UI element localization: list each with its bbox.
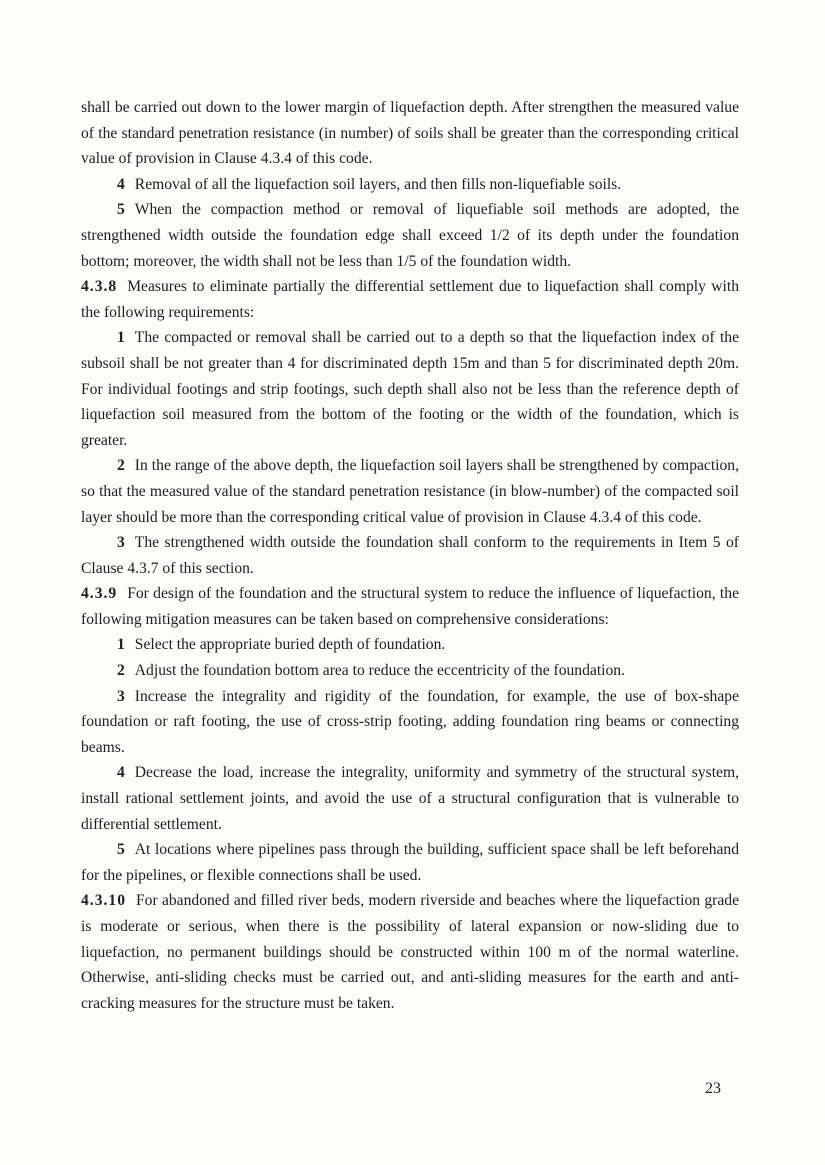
item-number: 4	[117, 764, 125, 782]
clause-paragraph	[81, 888, 739, 1016]
item-number: 1	[117, 636, 125, 654]
list-item	[81, 325, 739, 453]
list-item	[81, 837, 739, 888]
list-item	[81, 760, 739, 837]
clause-paragraph	[81, 274, 739, 325]
item-text: Adjust the foundation bottom area to reduce the eccentricity of the foundation.	[134, 662, 625, 680]
item-text: The strengthened width outside the foundation shall conform to the requirements in Item 5 of Clause 4.3.7 of this section.	[81, 534, 739, 577]
list-item	[81, 172, 739, 198]
item-number: 5	[117, 201, 125, 219]
clause-paragraph	[81, 581, 739, 632]
item-number: 1	[117, 329, 125, 347]
item-number: 3	[117, 534, 125, 552]
continuation-paragraph: shall be carried out down to the lower margin of liquefaction depth. After strengthen the measured value of the standard penetration resistance (in number) of soils shall be greater than the corresponding critical value of provision in Clause 4.3.4 of this code.	[81, 99, 739, 168]
page-body	[81, 95, 739, 1016]
item-text: When the compaction method or removal of liquefiable soil methods are adopted, the strengthened width outside the foundation edge shall exceed 1/2 of its depth under the foundation bottom; moreover, the width shall not be less than 1/5 of the foundation width.	[81, 201, 739, 270]
list-item	[81, 530, 739, 581]
clause-number: 4.3.8	[81, 278, 118, 296]
item-number: 2	[117, 662, 125, 680]
page-number: 23	[705, 1080, 721, 1097]
item-text: Decrease the load, increase the integrality, uniformity and symmetry of the structural system, install rational settlement joints, and avoid the use of a structural configuration that is vulnerable to differential settlement.	[81, 764, 739, 833]
list-item	[81, 453, 739, 530]
clause-text: For abandoned and filled river beds, modern riverside and beaches where the liquefaction grade is moderate or serious, when there is the possibility of lateral expansion or now-sliding due to liquefaction, no permanent buildings should be constructed within 100 m of the normal waterline. Otherwise, anti-sliding checks must be carried out, and anti-sliding measures for the earth and anti-cracking measures for the structure must be taken.	[81, 892, 739, 1012]
clause-text: For design of the foundation and the structural system to reduce the influence of liquefaction, the following mitigation measures can be taken based on comprehensive considerations:	[81, 585, 739, 628]
clause-text: Measures to eliminate partially the differential settlement due to liquefaction shall comply with the following requirements:	[81, 278, 739, 321]
item-text: Increase the integrality and rigidity of the foundation, for example, the use of box-shape foundation or raft footing, the use of cross-strip footing, adding foundation ring beams or connecting beams.	[81, 687, 739, 756]
item-text: Select the appropriate buried depth of foundation.	[134, 636, 446, 654]
list-item	[81, 684, 739, 761]
list-item	[81, 658, 739, 684]
item-text: Removal of all the liquefaction soil layers, and then fills non-liquefiable soils.	[134, 175, 622, 193]
item-number: 4	[117, 175, 125, 193]
item-number: 2	[117, 457, 125, 475]
item-text: The compacted or removal shall be carried out to a depth so that the liquefaction index of the subsoil shall be not greater than 4 for discriminated depth 15m and than 5 for discriminated depth 20m. For individual footings and strip footings, such depth shall also not be less than the reference depth of liquefaction soil measured from the bottom of the footing or the width of the foundation, which is greater.	[81, 329, 739, 449]
item-number: 3	[117, 687, 125, 705]
clause-number: 4.3.10	[81, 892, 126, 910]
item-text: At locations where pipelines pass through the building, sufficient space shall be left beforehand for the pipelines, or flexible connections shall be used.	[81, 841, 739, 884]
list-item	[81, 197, 739, 274]
clause-number: 4.3.9	[81, 585, 118, 603]
item-number: 5	[117, 841, 125, 859]
item-text: In the range of the above depth, the liquefaction soil layers shall be strengthened by compaction, so that the measured value of the standard penetration resistance (in blow-number) of the compacted soil layer should be more than the corresponding critical value of provision in Clause 4.3.4 of this code.	[81, 457, 739, 526]
list-item	[81, 632, 739, 658]
